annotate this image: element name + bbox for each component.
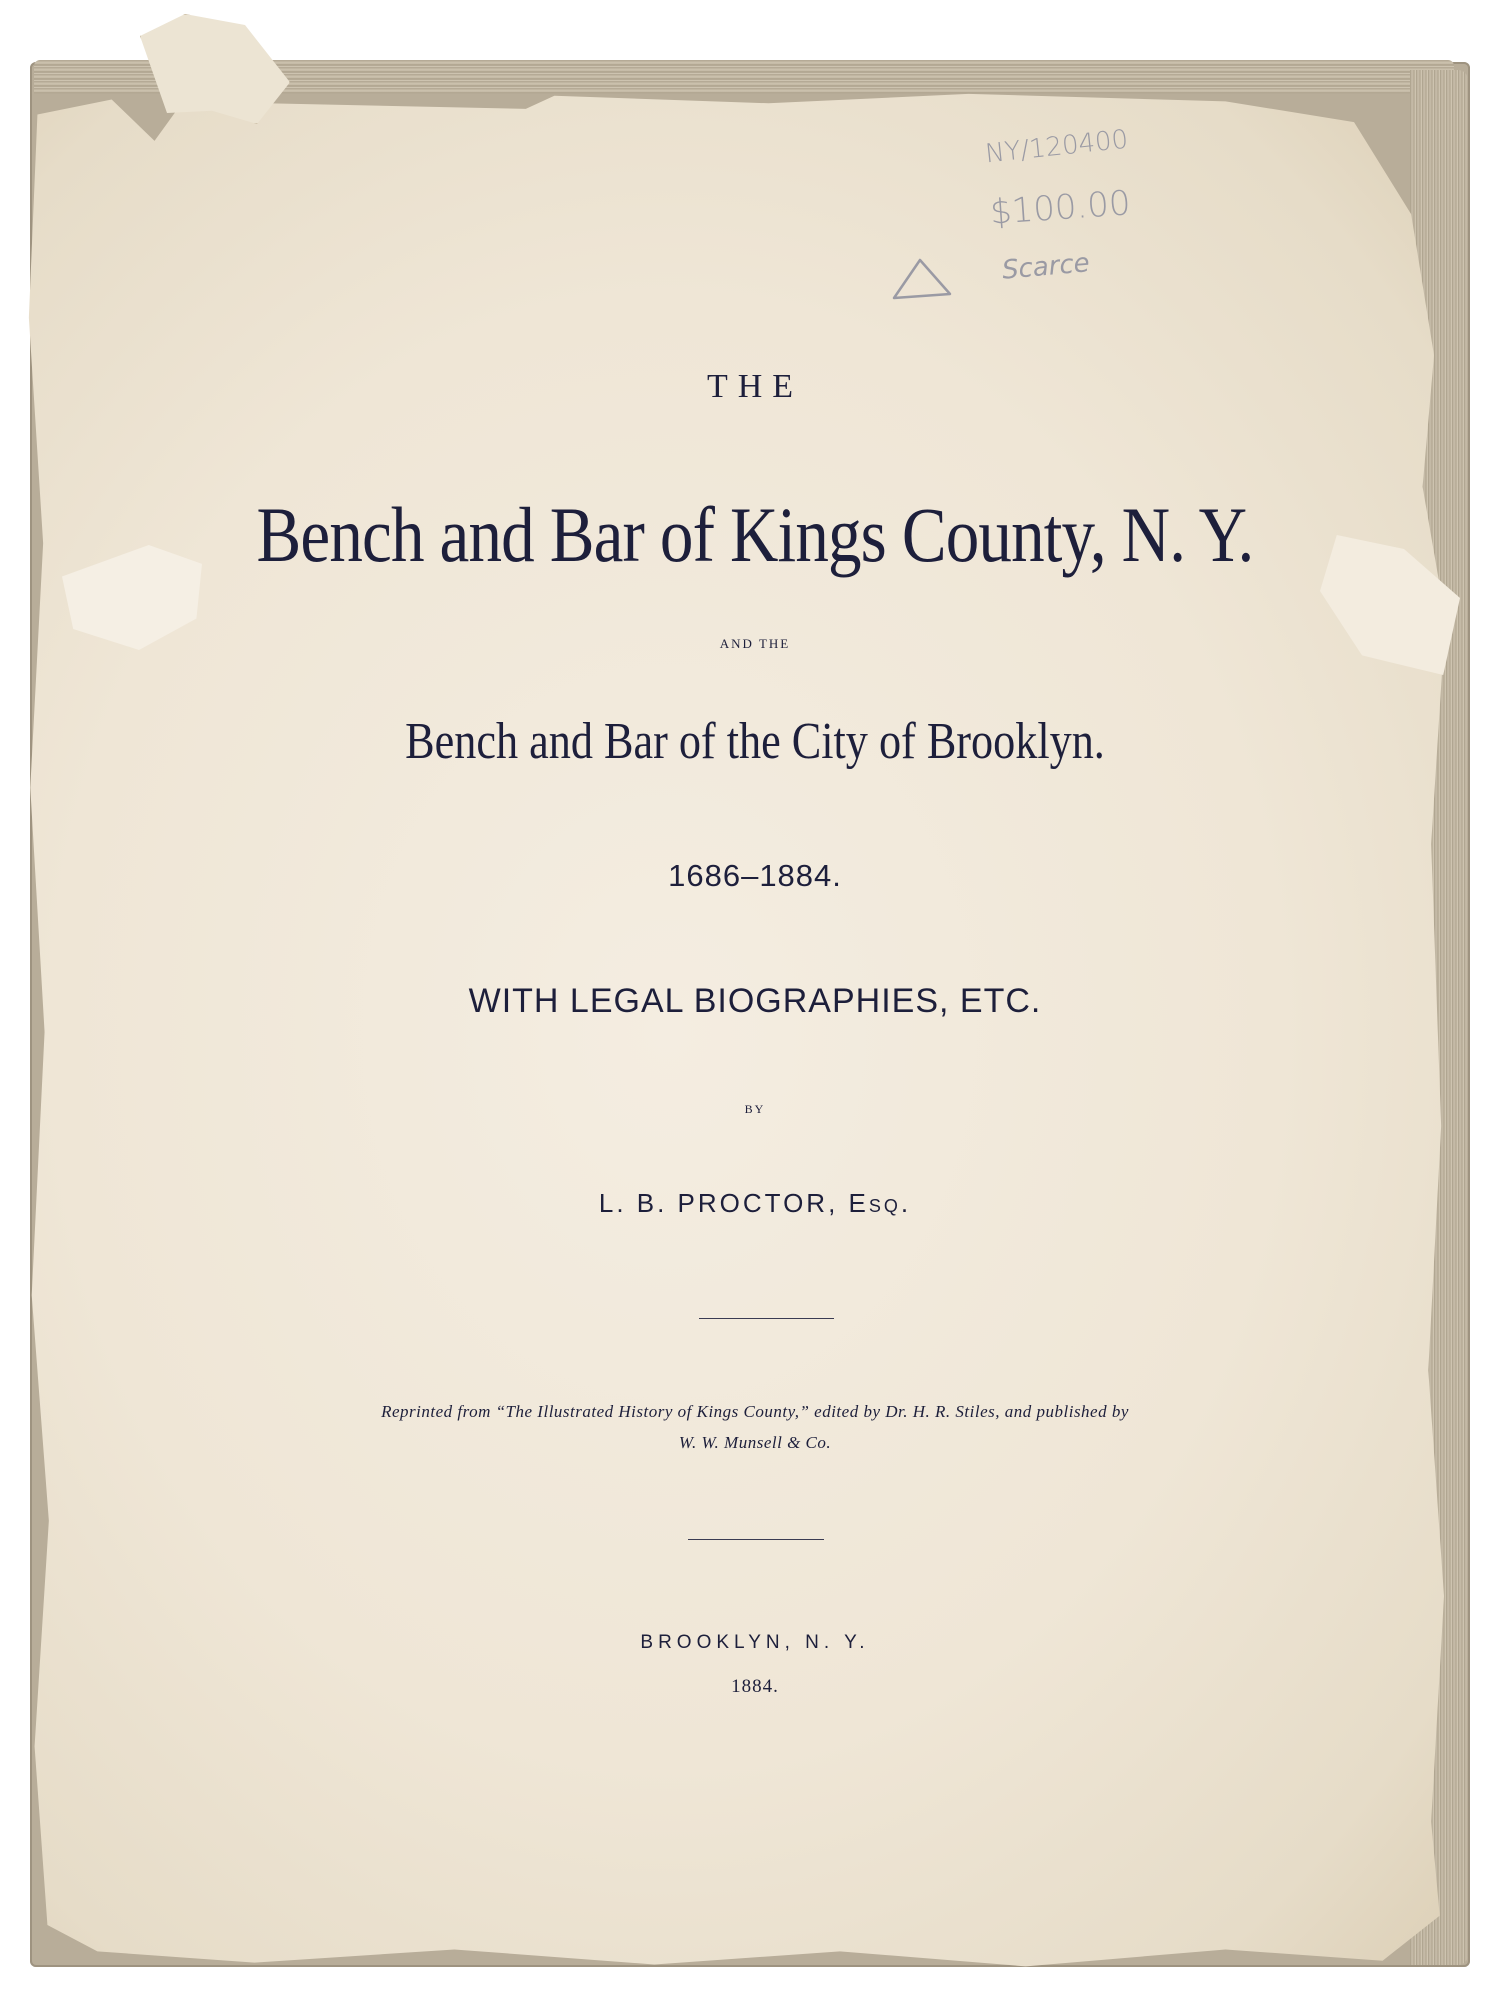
reprint-note-line-1: Reprinted from “The Illustrated History of Kings County,” edited by Dr. H. R. Stiles, and published by [381,1402,1129,1421]
book-subtitle: Bench and Bar of the City of Brooklyn. [405,713,1105,770]
author-suffix: Esq. [848,1188,912,1218]
heading-the: THE [706,368,804,405]
author-name: L. B. PROCTOR, [598,1188,839,1218]
divider-rule-upper [699,1318,834,1319]
year-range: 1686–1884. [668,858,842,893]
triangle-icon [890,254,954,304]
imprint-city: BROOKLYN, N. Y. [640,1632,870,1653]
author [0,1188,1510,1219]
divider-rule-lower [688,1539,824,1540]
reprint-note-line-2: W. W. Munsell & Co. [678,1433,832,1452]
and-the-connector: AND THE [719,636,791,651]
pencil-scarce-note: Scarce [1000,248,1091,286]
by-line: BY [744,1102,766,1116]
with-legal-biographies: WITH LEGAL BIOGRAPHIES, ETC. [468,982,1042,1020]
book-title: Bench and Bar of Kings County, N. Y. [256,491,1254,578]
pencil-price: $100.00 [988,183,1132,233]
imprint-year: 1884. [731,1676,779,1697]
pencil-catalog-code: NY/120400 [983,124,1130,170]
